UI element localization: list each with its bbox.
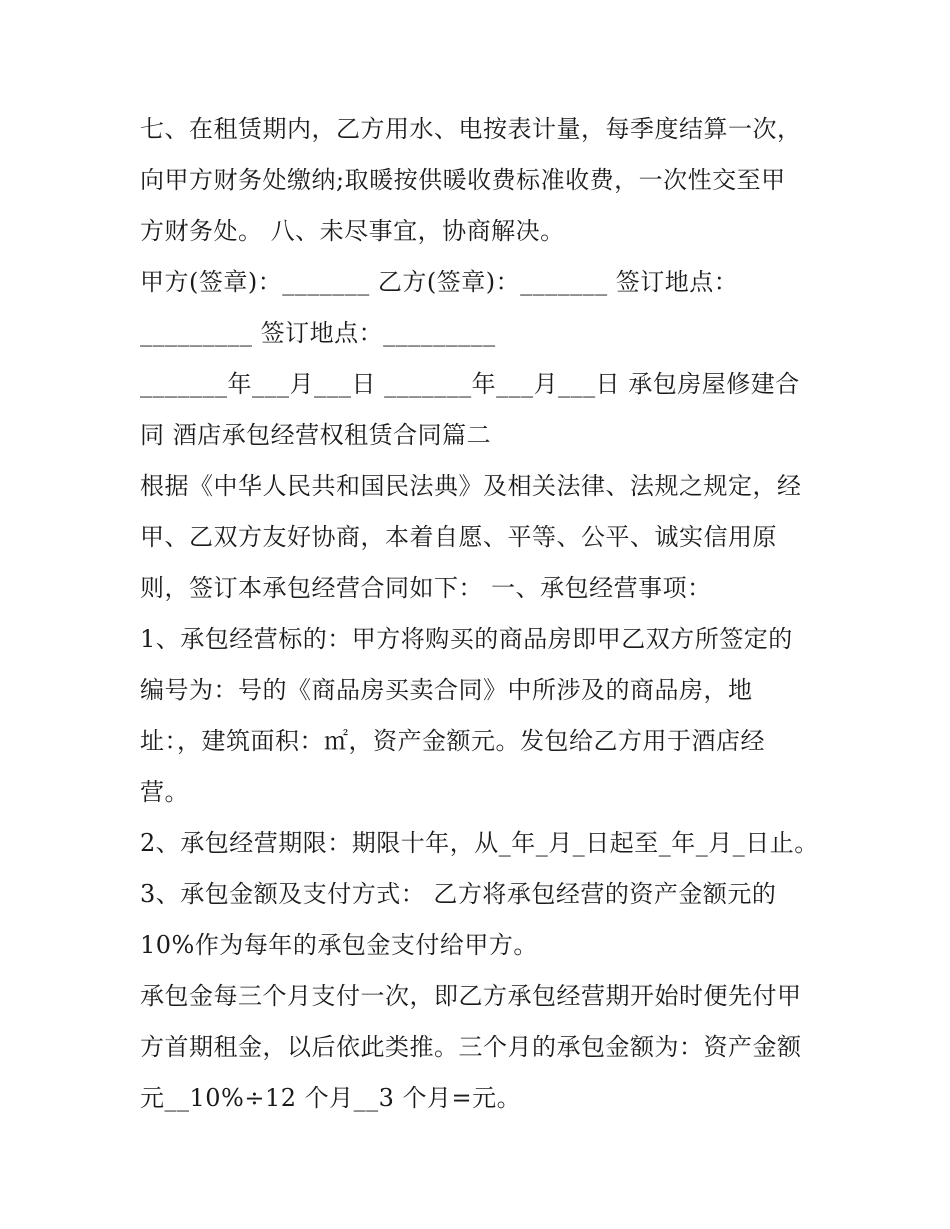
text-line: 编号为：号的《商品房买卖合同》中所涉及的商品房，地: [140, 676, 753, 704]
signature-line: 甲方(签章)：_______ 乙方(签章)：_______ 签订地点：: [140, 268, 739, 296]
text-line: 1、承包经营标的：甲方将购买的商品房即甲乙双方所签定的: [140, 625, 793, 653]
text-line: 则，签订本承包经营合同如下： 一、承包经营事项：: [140, 574, 712, 602]
date-line: _______年___月___日 _______年___月___日 承包房屋修建合: [140, 370, 800, 398]
signature-line: _________ 签订地点：_________: [140, 319, 496, 347]
text-line: 七、在租赁期内，乙方用水、电按表计量，每季度结算一次，: [140, 115, 802, 143]
text-line: 元__10%÷12 个月__3 个月=元。: [140, 1084, 522, 1112]
text-line: 方财务处。 八、未尽事宜，协商解决。: [140, 217, 565, 245]
text-line: 方首期租金，以后依此类推。三个月的承包金额为：资产金额: [140, 1033, 802, 1061]
text-line: 营。: [140, 778, 189, 806]
text-line: 甲、乙双方友好协商，本着自愿、平等、公平、诚实信用原: [140, 523, 777, 551]
text-line: 向甲方财务处缴纳;取暖按供暖收费标准收费，一次性交至甲: [140, 166, 786, 194]
text-line: 址：，建筑面积：㎡，资产金额元。发包给乙方用于酒店经: [140, 727, 765, 755]
section-title: 同 酒店承包经营权租赁合同篇二: [140, 421, 492, 449]
text-line: 根据《中华人民共和国民法典》及相关法律、法规之规定，经: [140, 472, 802, 500]
text-line: 3、承包金额及支付方式： 乙方将承包经营的资产金额元的: [140, 880, 777, 908]
text-line: 承包金每三个月支付一次，即乙方承包经营期开始时便先付甲: [140, 982, 802, 1010]
text-line: 10%作为每年的承包金支付给甲方。: [140, 931, 538, 959]
text-line: 2、承包经营期限：期限十年，从_年_月_日起至_年_月_日止。: [140, 829, 819, 857]
